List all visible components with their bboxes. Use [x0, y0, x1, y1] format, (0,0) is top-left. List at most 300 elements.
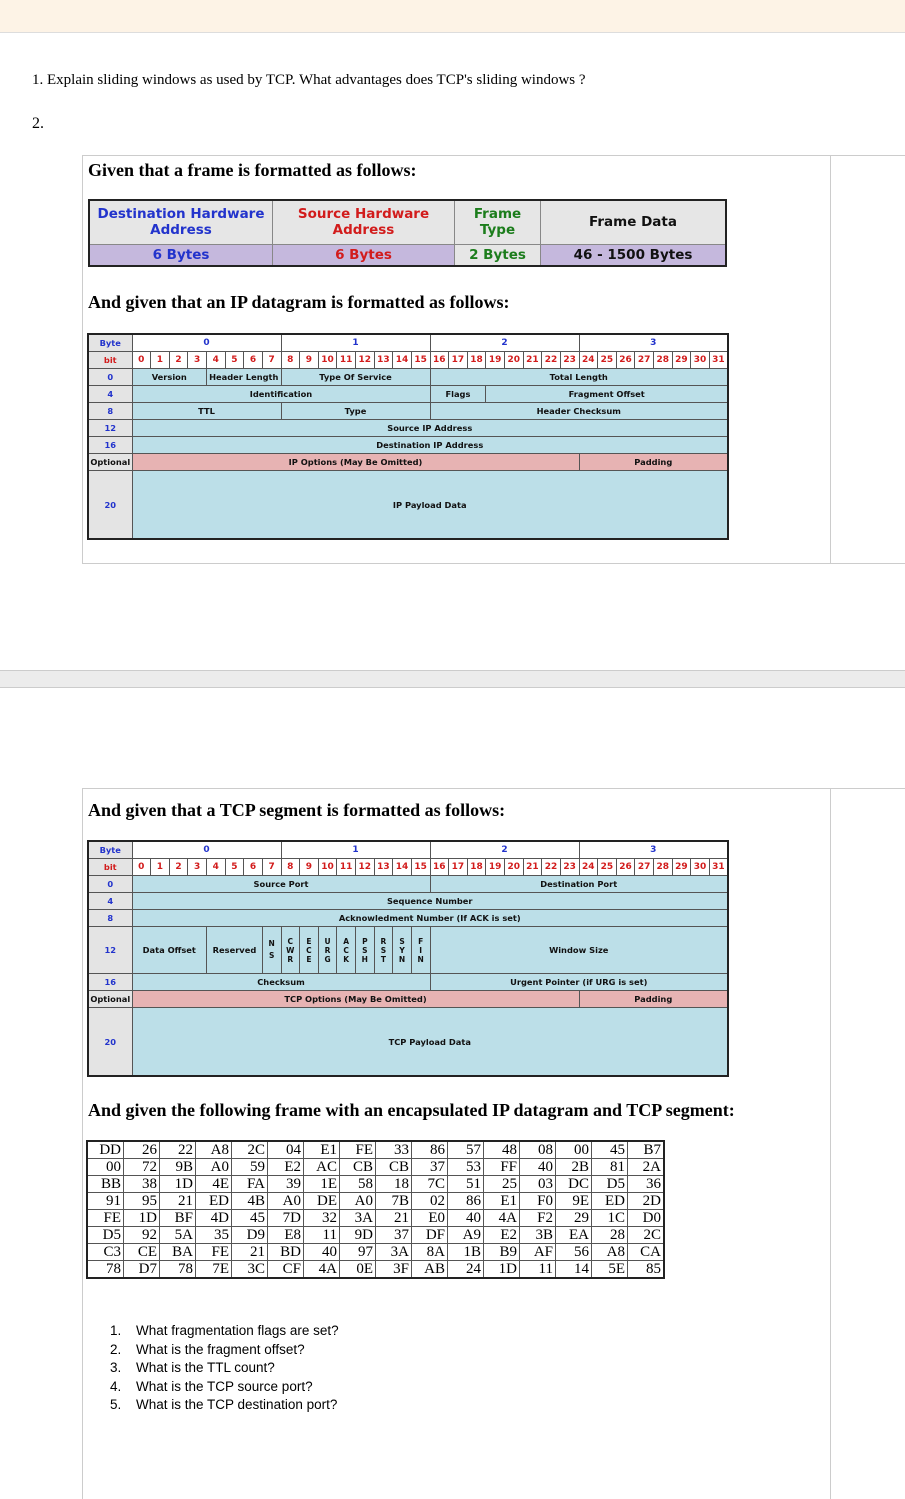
- hex-byte: E0: [412, 1210, 448, 1227]
- row-label: Optional: [88, 454, 132, 471]
- section-separator: [0, 670, 905, 688]
- hex-byte: 86: [412, 1141, 448, 1159]
- hex-byte: 97: [340, 1244, 376, 1261]
- frame-data-size: 46 - 1500 Bytes: [541, 244, 727, 266]
- hex-byte: B9: [484, 1244, 520, 1261]
- hex-byte: 40: [304, 1244, 340, 1261]
- bit-7: 7: [262, 352, 281, 369]
- hex-byte: FF: [484, 1159, 520, 1176]
- hex-byte: 58: [340, 1176, 376, 1193]
- hex-byte: 1C: [592, 1210, 628, 1227]
- bit-6: 6: [244, 859, 263, 876]
- bit-20: 20: [505, 859, 524, 876]
- hex-byte: 3F: [376, 1261, 412, 1279]
- tcp-padding-field: Padding: [579, 991, 728, 1008]
- bit-11: 11: [337, 859, 356, 876]
- bit-14: 14: [393, 859, 412, 876]
- hex-byte: 21: [376, 1210, 412, 1227]
- bit-14: 14: [393, 352, 412, 369]
- bit-20: 20: [505, 352, 524, 369]
- hex-byte: A0: [340, 1193, 376, 1210]
- hex-byte: 5E: [592, 1261, 628, 1279]
- byte-1: 1: [281, 334, 430, 352]
- bit-28: 28: [654, 352, 673, 369]
- bit-24: 24: [579, 859, 598, 876]
- bit-12: 12: [356, 859, 375, 876]
- hex-byte: 33: [376, 1141, 412, 1159]
- hex-byte: CB: [376, 1159, 412, 1176]
- bit-23: 23: [560, 352, 579, 369]
- src-hw-size: 6 Bytes: [273, 244, 455, 266]
- bit-10: 10: [318, 352, 337, 369]
- bit-25: 25: [598, 859, 617, 876]
- hex-byte: 2A: [628, 1159, 665, 1176]
- bit-22: 22: [542, 859, 561, 876]
- bit-13: 13: [374, 352, 393, 369]
- hex-byte: 51: [448, 1176, 484, 1193]
- hex-byte: CB: [340, 1159, 376, 1176]
- question-1-text: Explain sliding windows as used by TCP. What advantages does TCP's sliding windows ?: [47, 72, 586, 88]
- hex-byte: 08: [520, 1141, 556, 1159]
- destination-ip-field: Destination IP Address: [132, 437, 728, 454]
- source-ip-field: Source IP Address: [132, 420, 728, 437]
- byte-2: 2: [430, 334, 579, 352]
- tcp-flag-ece: [300, 927, 319, 974]
- row-label: 8: [88, 403, 132, 420]
- byte-1: 1: [281, 841, 430, 859]
- hex-byte: 36: [628, 1176, 665, 1193]
- tcp-flag-letter: F: [418, 936, 424, 946]
- hex-byte: EA: [556, 1227, 592, 1244]
- bit-9: 9: [300, 859, 319, 876]
- hex-byte: CE: [124, 1244, 160, 1261]
- bit-10: 10: [318, 859, 337, 876]
- type-of-service-field: Type Of Service: [281, 369, 430, 386]
- checksum-field: Checksum: [132, 974, 430, 991]
- bit-18: 18: [467, 859, 486, 876]
- byte-header-label: Byte: [88, 334, 132, 352]
- hex-byte: 95: [124, 1193, 160, 1210]
- hex-byte: 11: [520, 1261, 556, 1279]
- hex-byte: 37: [376, 1227, 412, 1244]
- table-row: [87, 1261, 664, 1279]
- tcp-flag-letter: S: [380, 945, 387, 955]
- bit-6: 6: [244, 352, 263, 369]
- hex-heading: And given the following frame with an encapsulated IP datagram and TCP segment:: [88, 1100, 735, 1120]
- hex-byte: 1D: [484, 1261, 520, 1279]
- hex-byte: A8: [196, 1141, 232, 1159]
- bit-27: 27: [635, 859, 654, 876]
- bit-header-label: bit: [88, 352, 132, 369]
- tcp-flag-letter: P: [362, 936, 368, 946]
- bit-31: 31: [709, 352, 728, 369]
- sub-question: 5. What is the TCP destination port?: [110, 1397, 338, 1413]
- frame-data-label: Frame Data: [541, 200, 727, 244]
- ack-number-field: Acknowledment Number (If ACK is set): [132, 910, 728, 927]
- bit-28: 28: [654, 859, 673, 876]
- hex-byte: 21: [232, 1244, 268, 1261]
- row-label: 4: [88, 386, 132, 403]
- top-bar: [0, 0, 905, 33]
- tcp-payload-field: TCP Payload Data: [132, 1008, 728, 1077]
- hex-byte: 2C: [232, 1141, 268, 1159]
- bit-29: 29: [672, 352, 691, 369]
- hex-byte: 5A: [160, 1227, 196, 1244]
- bit-31: 31: [709, 859, 728, 876]
- row-label: 16: [88, 974, 132, 991]
- fragment-offset-field: Fragment Offset: [486, 386, 728, 403]
- frame-type-size: 2 Bytes: [455, 244, 541, 266]
- urgent-pointer-field: Urgent Pointer (if URG is set): [430, 974, 728, 991]
- hex-byte: 7D: [268, 1210, 304, 1227]
- tcp-flag-letter: T: [380, 954, 386, 964]
- hex-byte: 7B: [376, 1193, 412, 1210]
- tcp-flag-letter: R: [324, 945, 331, 955]
- byte-header-label: Byte: [88, 841, 132, 859]
- bit-26: 26: [616, 352, 635, 369]
- tcp-flag-letter: A: [343, 936, 350, 946]
- bit-3: 3: [188, 352, 207, 369]
- table-row: [87, 1159, 664, 1176]
- bit-8: 8: [281, 352, 300, 369]
- hex-byte: 39: [268, 1176, 304, 1193]
- row-label: Optional: [88, 991, 132, 1008]
- hex-byte: F2: [520, 1210, 556, 1227]
- header-length-field: Header Length: [207, 369, 282, 386]
- hex-byte: 85: [628, 1261, 665, 1279]
- tcp-flag-rst: [374, 927, 393, 974]
- hex-byte: 91: [87, 1193, 124, 1210]
- tcp-flag-ns: [262, 927, 281, 974]
- sub-question: 1. What fragmentation flags are set?: [110, 1323, 339, 1338]
- byte-0: 0: [132, 334, 281, 352]
- tcp-segment-table: [87, 840, 729, 1077]
- table-row: [87, 1244, 664, 1261]
- source-port-field: Source Port: [132, 876, 430, 893]
- dest-hw-size: 6 Bytes: [89, 244, 273, 266]
- hex-byte: 28: [592, 1227, 628, 1244]
- hex-byte: E1: [484, 1193, 520, 1210]
- hex-byte: CA: [628, 1244, 665, 1261]
- hex-byte: 35: [196, 1227, 232, 1244]
- hex-byte: 2C: [628, 1227, 665, 1244]
- hex-byte: D5: [592, 1176, 628, 1193]
- hex-byte: 04: [268, 1141, 304, 1159]
- hex-byte: CF: [268, 1261, 304, 1279]
- sub-question: 4. What is the TCP source port?: [110, 1378, 313, 1394]
- tcp-flag-cwr: [281, 927, 300, 974]
- bit-0: 0: [132, 859, 151, 876]
- table-row: [87, 1193, 664, 1210]
- bit-17: 17: [449, 859, 468, 876]
- hex-byte: 21: [160, 1193, 196, 1210]
- bit-17: 17: [449, 352, 468, 369]
- tcp-flag-letter: S: [362, 945, 368, 955]
- hex-byte: AB: [412, 1261, 448, 1279]
- hex-byte: 29: [556, 1210, 592, 1227]
- hex-byte: BD: [268, 1244, 304, 1261]
- hex-byte: 8A: [412, 1244, 448, 1261]
- bit-29: 29: [672, 859, 691, 876]
- hex-byte: D7: [124, 1261, 160, 1279]
- hex-byte: C3: [87, 1244, 124, 1261]
- bit-1: 1: [151, 859, 170, 876]
- hex-byte: 18: [376, 1176, 412, 1193]
- row-label: 20: [88, 471, 132, 540]
- hex-byte: 4A: [304, 1261, 340, 1279]
- tcp-flag-letter: W: [286, 945, 295, 955]
- hex-byte: FE: [340, 1141, 376, 1159]
- hex-byte: 72: [124, 1159, 160, 1176]
- byte-0: 0: [132, 841, 281, 859]
- hex-byte: 14: [556, 1261, 592, 1279]
- tcp-flag-letter: C: [343, 945, 349, 955]
- bit-16: 16: [430, 352, 449, 369]
- hex-byte: 00: [556, 1141, 592, 1159]
- hex-byte: 4A: [484, 1210, 520, 1227]
- table-row: [87, 1227, 664, 1244]
- hex-byte: FE: [196, 1244, 232, 1261]
- hex-byte: F0: [520, 1193, 556, 1210]
- bit-13: 13: [374, 859, 393, 876]
- tcp-flag-letter: E: [306, 954, 312, 964]
- hex-byte: 81: [592, 1159, 628, 1176]
- ip-datagram-table: [87, 333, 729, 540]
- hex-byte: 25: [484, 1176, 520, 1193]
- hex-byte: 0E: [340, 1261, 376, 1279]
- frame-type-label: Frame Type: [455, 200, 541, 244]
- hex-byte: DC: [556, 1176, 592, 1193]
- bit-26: 26: [616, 859, 635, 876]
- hex-byte: AF: [520, 1244, 556, 1261]
- tcp-options-field: TCP Options (May Be Omitted): [132, 991, 579, 1008]
- sub-question: 2. What is the fragment offset?: [110, 1341, 305, 1357]
- tcp-flag-letter: R: [287, 954, 294, 964]
- bit-7: 7: [262, 859, 281, 876]
- bit-4: 4: [207, 352, 226, 369]
- bit-27: 27: [635, 352, 654, 369]
- ip-payload-field: IP Payload Data: [132, 471, 728, 540]
- bit-30: 30: [691, 859, 710, 876]
- hex-byte: D9: [232, 1227, 268, 1244]
- row-label: 12: [88, 420, 132, 437]
- hex-byte: 7E: [196, 1261, 232, 1279]
- tcp-heading: And given that a TCP segment is formatted as follows:: [88, 800, 506, 820]
- tcp-flag-fin: [411, 927, 430, 974]
- window-size-field: Window Size: [430, 927, 728, 974]
- hex-byte: E2: [268, 1159, 304, 1176]
- tcp-flag-letter: U: [324, 936, 331, 946]
- hex-byte: 3A: [340, 1210, 376, 1227]
- hex-byte: 40: [520, 1159, 556, 1176]
- hex-byte: 78: [160, 1261, 196, 1279]
- table-row: [87, 1141, 664, 1159]
- bit-2: 2: [169, 859, 188, 876]
- hex-byte: 7C: [412, 1176, 448, 1193]
- total-length-field: Total Length: [430, 369, 728, 386]
- row-label: 0: [88, 369, 132, 386]
- bit-9: 9: [300, 352, 319, 369]
- tcp-flag-letter: Y: [399, 945, 405, 955]
- hex-byte: 2B: [556, 1159, 592, 1176]
- hex-byte: 00: [87, 1159, 124, 1176]
- question-1-number: 1.: [32, 72, 44, 88]
- hex-byte: A0: [268, 1193, 304, 1210]
- hex-byte: BA: [160, 1244, 196, 1261]
- bit-18: 18: [467, 352, 486, 369]
- tcp-flag-letter: I: [419, 945, 423, 955]
- tcp-flag-letter: G: [324, 954, 331, 964]
- hex-byte: DD: [87, 1141, 124, 1159]
- sequence-number-field: Sequence Number: [132, 893, 728, 910]
- byte-2: 2: [430, 841, 579, 859]
- bit-25: 25: [598, 352, 617, 369]
- hex-byte: 53: [448, 1159, 484, 1176]
- bit-4: 4: [207, 859, 226, 876]
- tcp-flag-letter: H: [361, 954, 368, 964]
- sub-question-list: [110, 1322, 339, 1415]
- bit-23: 23: [560, 859, 579, 876]
- tcp-flag-syn: [393, 927, 412, 974]
- hex-byte: 4D: [196, 1210, 232, 1227]
- hex-byte: 86: [448, 1193, 484, 1210]
- byte-3: 3: [579, 334, 728, 352]
- row-label: 4: [88, 893, 132, 910]
- bit-30: 30: [691, 352, 710, 369]
- destination-port-field: Destination Port: [430, 876, 728, 893]
- bit-15: 15: [411, 859, 430, 876]
- hex-byte: ED: [592, 1193, 628, 1210]
- bit-19: 19: [486, 352, 505, 369]
- hex-byte: 1B: [448, 1244, 484, 1261]
- hex-byte: 59: [232, 1159, 268, 1176]
- sub-question: 3. What is the TTL count?: [110, 1360, 275, 1376]
- tcp-flag-letter: S: [268, 951, 275, 960]
- hex-byte: 02: [412, 1193, 448, 1210]
- question-1: [32, 72, 586, 89]
- hex-byte: 38: [124, 1176, 160, 1193]
- tcp-flag-urg: [318, 927, 337, 974]
- bit-21: 21: [523, 352, 542, 369]
- hex-byte: A8: [592, 1244, 628, 1261]
- src-hw-address-label: Source Hardware Address: [273, 200, 455, 244]
- hex-byte: 26: [124, 1141, 160, 1159]
- byte-3: 3: [579, 841, 728, 859]
- tcp-flag-letter: N: [417, 954, 424, 964]
- hex-byte: A9: [448, 1227, 484, 1244]
- bit-22: 22: [542, 352, 561, 369]
- bit-1: 1: [151, 352, 170, 369]
- hex-byte: 3A: [376, 1244, 412, 1261]
- ttl-field: TTL: [132, 403, 281, 420]
- ip-options-field: IP Options (May Be Omitted): [132, 454, 579, 471]
- row-label: 16: [88, 437, 132, 454]
- bit-0: 0: [132, 352, 151, 369]
- hex-byte: 4E: [196, 1176, 232, 1193]
- bit-11: 11: [337, 352, 356, 369]
- hex-byte: 22: [160, 1141, 196, 1159]
- bit-21: 21: [523, 859, 542, 876]
- tcp-flag-letter: C: [306, 945, 312, 955]
- hex-byte: 3C: [232, 1261, 268, 1279]
- tcp-flag-letter: C: [287, 936, 294, 946]
- hex-byte: A0: [196, 1159, 232, 1176]
- row-label: 0: [88, 876, 132, 893]
- dest-hw-address-label: Destination Hardware Address: [89, 200, 273, 244]
- hex-byte: 45: [232, 1210, 268, 1227]
- hex-byte: ED: [196, 1193, 232, 1210]
- bit-15: 15: [411, 352, 430, 369]
- tcp-flag-letter: K: [343, 954, 350, 964]
- hex-byte: 1D: [124, 1210, 160, 1227]
- bit-24: 24: [579, 352, 598, 369]
- hex-byte: 92: [124, 1227, 160, 1244]
- tcp-flag-letter: E: [306, 936, 312, 946]
- hex-byte: DE: [304, 1193, 340, 1210]
- hex-byte: DF: [412, 1227, 448, 1244]
- row-label: 12: [88, 927, 132, 974]
- tcp-flag-letter: N: [268, 939, 275, 948]
- question-2-number: 2.: [32, 115, 44, 132]
- tcp-flag-ack: [337, 927, 356, 974]
- hex-byte: E2: [484, 1227, 520, 1244]
- hex-byte: D5: [87, 1227, 124, 1244]
- identification-field: Identification: [132, 386, 430, 403]
- table-row: [87, 1210, 664, 1227]
- row-label: 20: [88, 1008, 132, 1077]
- row-label: 8: [88, 910, 132, 927]
- reserved-field: Reserved: [207, 927, 263, 974]
- version-field: Version: [132, 369, 207, 386]
- tcp-flag-letter: S: [399, 936, 405, 946]
- hex-byte: 9E: [556, 1193, 592, 1210]
- frame-heading: Given that a frame is formatted as follows:: [88, 160, 417, 180]
- hex-byte: 4B: [232, 1193, 268, 1210]
- hex-byte: 03: [520, 1176, 556, 1193]
- bit-12: 12: [356, 352, 375, 369]
- hex-byte: 56: [556, 1244, 592, 1261]
- bit-5: 5: [225, 859, 244, 876]
- hex-byte: 24: [448, 1261, 484, 1279]
- hex-byte: FA: [232, 1176, 268, 1193]
- hex-byte: BF: [160, 1210, 196, 1227]
- bit-header-label: bit: [88, 859, 132, 876]
- tcp-flag-psh: [356, 927, 375, 974]
- ip-heading: And given that an IP datagram is formatted as follows:: [88, 292, 510, 312]
- hex-byte: 2D: [628, 1193, 665, 1210]
- hex-byte: 78: [87, 1261, 124, 1279]
- hex-byte: 32: [304, 1210, 340, 1227]
- hex-byte: 1D: [160, 1176, 196, 1193]
- hex-dump-table: [86, 1140, 665, 1279]
- hex-byte: 48: [484, 1141, 520, 1159]
- bit-8: 8: [281, 859, 300, 876]
- hex-byte: E8: [268, 1227, 304, 1244]
- bit-5: 5: [225, 352, 244, 369]
- data-offset-field: Data Offset: [132, 927, 207, 974]
- hex-byte: BB: [87, 1176, 124, 1193]
- ip-padding-field: Padding: [579, 454, 728, 471]
- hex-byte: B7: [628, 1141, 665, 1159]
- flags-field: Flags: [430, 386, 486, 403]
- header-checksum-field: Header Checksum: [430, 403, 728, 420]
- protocol-type-field: Type: [281, 403, 430, 420]
- bit-16: 16: [430, 859, 449, 876]
- hex-byte: D0: [628, 1210, 665, 1227]
- hex-byte: 3B: [520, 1227, 556, 1244]
- hex-byte: 11: [304, 1227, 340, 1244]
- hex-byte: 9D: [340, 1227, 376, 1244]
